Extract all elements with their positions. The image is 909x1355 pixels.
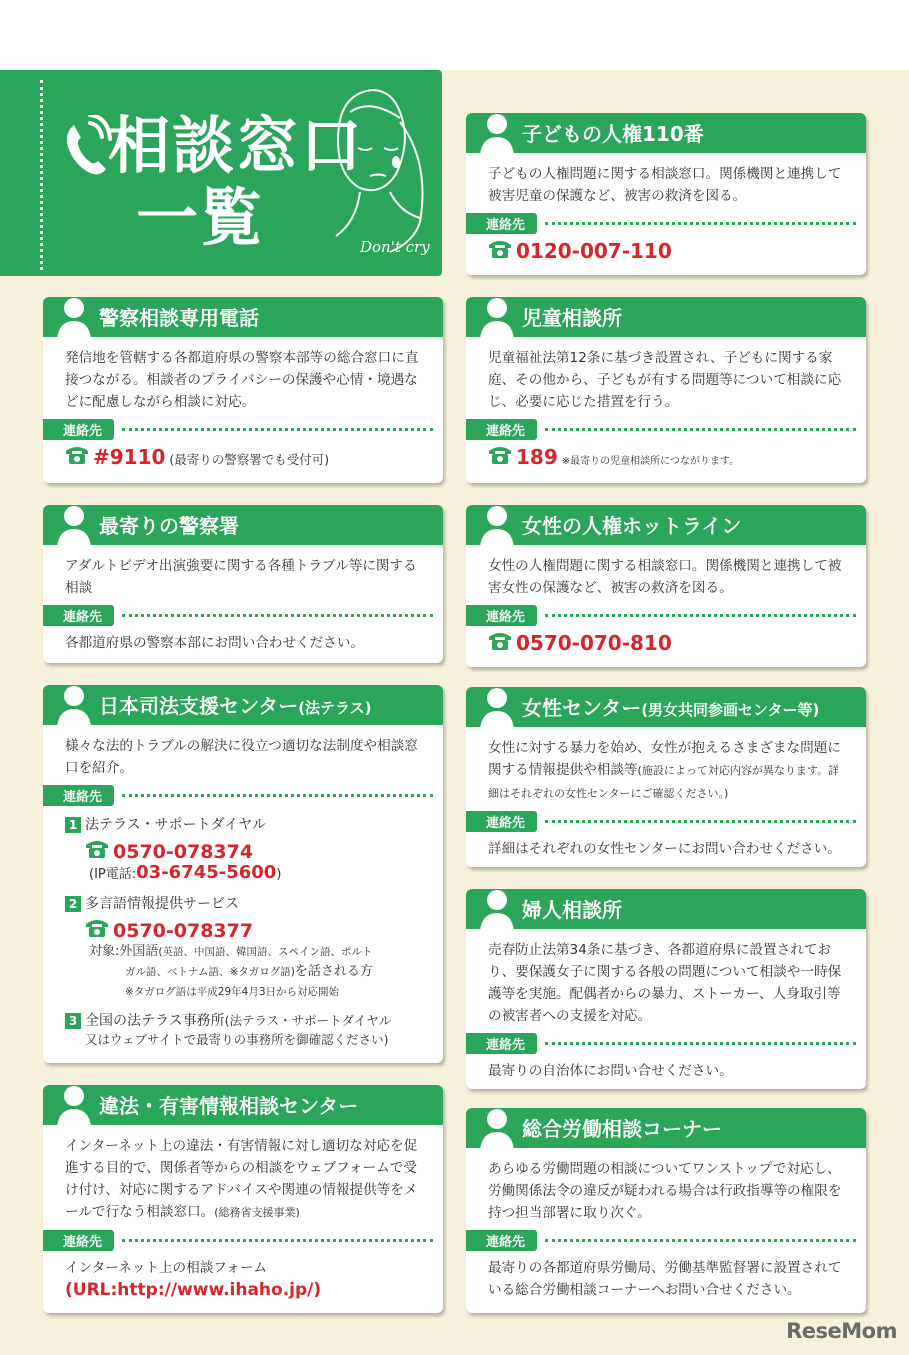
- card-description: 女性の人権問題に関する相談窓口。関係機関と連携して被害女性の保護など、被害の救済を図る。: [488, 558, 842, 596]
- target-languages-1: (英語、中国語、韓国語、スペイン語、ポルト: [158, 946, 373, 958]
- item-label-line2: 又はウェブサイトで最寄りの事務所を御確認ください): [85, 1032, 389, 1047]
- item-label: 全国の法テラス事務所: [85, 1013, 225, 1029]
- card-ihou: [43, 1085, 443, 1313]
- dotted-divider: [545, 222, 856, 225]
- resemom-logo: ReseMom: [786, 1319, 897, 1343]
- card-description-sub: (総務省支援事業): [214, 1206, 300, 1219]
- contact-text: 詳細はそれぞれの女性センターにお問い合わせください。: [488, 841, 841, 857]
- contact-label: 連絡先: [466, 811, 537, 832]
- telephone-icon: [488, 630, 512, 650]
- dotted-divider: [122, 794, 433, 797]
- phone-icon: [60, 115, 112, 177]
- item-offices: [43, 1002, 443, 1030]
- item-number-badge: 1: [65, 817, 81, 833]
- phone-number[interactable]: 0570-070-810: [516, 631, 672, 655]
- contact-label: 連絡先: [466, 1230, 537, 1251]
- card-title-sub: (法テラス): [298, 699, 372, 717]
- card-title: 婦人相談所: [522, 898, 622, 922]
- contact-form-label: インターネット上の相談フォーム: [65, 1260, 268, 1276]
- contact-label: 連絡先: [466, 605, 537, 626]
- person-icon: [55, 1085, 93, 1127]
- target-suffix: を話される方: [294, 964, 373, 979]
- card-description-sub: (施設によって対応内容が異なります。詳細はそれぞれの女性センターにご確認ください。): [488, 764, 839, 800]
- card-description-main: 女性に対する暴力を始め、女性が抱えるさまざまな問題に関する情報提供や相談等: [488, 740, 841, 778]
- card-title-main: 日本司法支援センター: [99, 694, 299, 718]
- target-note: ※タガログ語は平成29年4月3日から対応開始: [125, 986, 340, 998]
- card-josei-hotline: [466, 505, 866, 667]
- phone-note: ※最寄りの児童相談所につながります。: [561, 456, 740, 467]
- person-icon: [478, 297, 516, 339]
- person-icon: [55, 505, 93, 547]
- card-fujin: [466, 889, 866, 1089]
- target-languages-2: ガル語、ベトナム語、※タガログ語): [125, 966, 295, 978]
- dotted-divider: [545, 1042, 856, 1045]
- card-description: 子どもの人権問題に関する相談窓口。関係機関と連携して被害児童の保護など、被害の救済を図る。: [488, 166, 842, 204]
- card-title: [522, 687, 819, 731]
- page-title-line1: 相談窓口: [108, 109, 365, 182]
- dotted-divider: [545, 428, 856, 431]
- person-icon: [55, 297, 93, 339]
- card-title: 児童相談所: [522, 306, 622, 330]
- page-title-line2: 一覧: [136, 181, 265, 254]
- contact-label: 連絡先: [43, 419, 114, 440]
- phone-number[interactable]: 189: [516, 445, 558, 469]
- item-label-sub: (法テラス・サポートダイヤル: [224, 1013, 392, 1028]
- phone-number[interactable]: #9110: [93, 445, 166, 469]
- person-icon: [478, 1108, 516, 1150]
- dotted-divider: [545, 614, 856, 617]
- card-title-sub: (男女共同参画センター等): [641, 701, 820, 719]
- card-title: 総合労働相談コーナー: [522, 1117, 722, 1141]
- item-multilingual: [43, 885, 443, 913]
- phone-note: (最寄りの警察署でも受付可): [169, 452, 330, 467]
- card-description: 売春防止法第34条に基づき、各都道府県に設置されており、要保護女子に関する各般の問題について相談や一時保護等を実施。配偶者からの暴力、ストーカー、人身取引等の被害者への支援を対応。: [488, 942, 842, 1024]
- contact-text: 各都道府県の警察本部にお問い合わせください。: [65, 635, 365, 651]
- telephone-icon: [488, 238, 512, 258]
- dotted-divider: [545, 820, 856, 823]
- card-title: 警察相談専用電話: [99, 306, 259, 330]
- title-dotted-line: [40, 80, 43, 270]
- card-moyori-keisatsusho: [43, 505, 443, 663]
- ip-phone-line: [43, 863, 443, 885]
- card-title: 違法・有害情報相談センター: [99, 1094, 359, 1118]
- dotted-divider: [545, 1239, 856, 1242]
- card-roudou: [466, 1108, 866, 1313]
- target-languages: [43, 942, 443, 1002]
- card-keisatsu: [43, 297, 443, 483]
- card-description: アダルトビデオ出演強要に関する各種トラブル等に関する相談: [65, 558, 417, 596]
- person-icon: [478, 687, 516, 729]
- contact-text: 最寄りの自治体にお問い合せください。: [488, 1063, 733, 1079]
- card-title: [99, 685, 371, 729]
- person-icon: [55, 685, 93, 727]
- person-icon: [478, 113, 516, 155]
- telephone-icon: [85, 838, 109, 858]
- item-label: 多言語情報提供サービス: [85, 896, 239, 912]
- target-label: 対象:外国語: [89, 944, 159, 959]
- card-josei-center: [466, 687, 866, 867]
- contact-label: 連絡先: [43, 605, 114, 626]
- contact-label: 連絡先: [466, 213, 537, 234]
- item-support-dial: [43, 806, 443, 834]
- card-description-main: インターネット上の違法・有害情報に対し適切な対応を促進する目的で、関係者等からの相談をウェブフォームで受け付け、対応に関するアドバイスや関連の情報提供等をメールで行なう相談窓口。: [65, 1138, 418, 1220]
- ip-prefix: (IP電話:: [89, 867, 137, 882]
- contact-label: 連絡先: [466, 1033, 537, 1054]
- item-label: 法テラス・サポートダイヤル: [85, 817, 267, 833]
- card-title: 女性の人権ホットライン: [522, 514, 742, 538]
- ip-suffix: ): [276, 867, 282, 882]
- card-houterasu: [43, 685, 443, 1063]
- dotted-divider: [122, 428, 433, 431]
- contact-label: 連絡先: [43, 1230, 114, 1251]
- dotted-divider: [122, 1239, 433, 1242]
- card-title: 最寄りの警察署: [99, 514, 239, 538]
- card-description: [466, 727, 866, 805]
- card-kodomo: [466, 113, 866, 275]
- person-icon: [478, 889, 516, 931]
- crying-woman-illustration: [310, 82, 440, 267]
- telephone-icon: [65, 444, 89, 464]
- card-description: 様々な法的トラブルの解決に役立つ適切な法制度や相談窓口を紹介。: [65, 738, 418, 776]
- card-title: 子どもの人権110番: [522, 122, 704, 146]
- item-number-badge: 3: [65, 1013, 81, 1029]
- card-description: あらゆる労働問題の相談についてワンストップで対応し、労働関係法令の違反が疑われる場合は行政指導等の権限を持つ担当部署に取り次ぐ。: [488, 1161, 842, 1221]
- contact-label: 連絡先: [466, 419, 537, 440]
- contact-label: 連絡先: [43, 785, 114, 806]
- contact-url-link[interactable]: (URL:http://www.ihaho.jp/): [65, 1280, 322, 1300]
- card-description: 発信地を管轄する各都道府県の警察本部等の総合窓口に直接つながる。相談者のプライバシーの保護や心情・境遇などに配慮しながら相談に対応。: [65, 350, 419, 410]
- card-jido: [466, 297, 866, 483]
- telephone-icon: [488, 444, 512, 464]
- card-title-main: 女性センター: [522, 696, 642, 720]
- ip-phone-number[interactable]: 03-6745-5600: [136, 862, 277, 883]
- dont-cry-text: Don't cry: [360, 238, 430, 256]
- phone-number[interactable]: 0120-007-110: [516, 239, 672, 263]
- phone-number[interactable]: 0570-078374: [113, 841, 254, 863]
- item-number-badge: 2: [65, 896, 81, 912]
- telephone-icon: [85, 917, 109, 937]
- phone-number[interactable]: 0570-078377: [113, 920, 254, 942]
- card-description: [43, 1125, 443, 1224]
- dotted-divider: [122, 614, 433, 617]
- contact-text: 最寄りの各都道府県労働局、労働基準監督署に設置されている総合労働相談コーナーへお問い合せください。: [488, 1260, 842, 1298]
- card-description: 児童福祉法第12条に基づき設置され、子どもに関する家庭、その他から、子どもが有する問題等について相談に応じ、必要に応じた措置を行う。: [488, 350, 842, 410]
- person-icon: [478, 505, 516, 547]
- contact-text: [43, 1251, 443, 1302]
